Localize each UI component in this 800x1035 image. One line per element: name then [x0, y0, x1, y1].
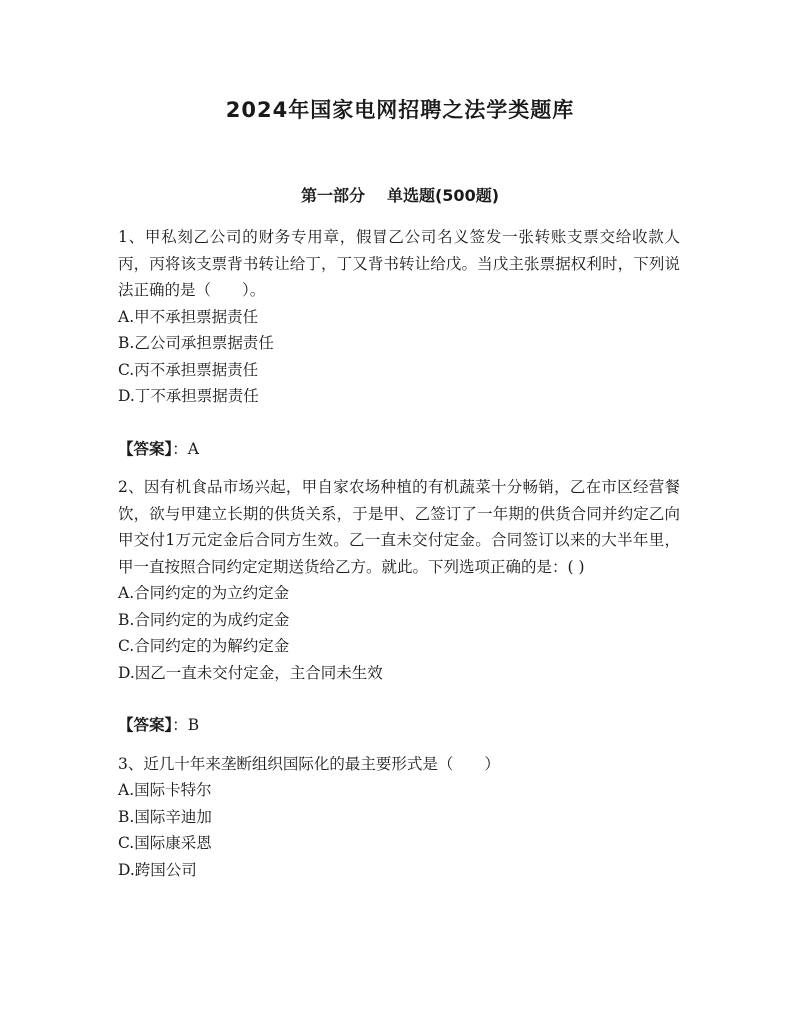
option-c: C.国际康采恩: [118, 834, 212, 852]
document-title: 2024年国家电网招聘之法学类题库: [225, 98, 575, 122]
answer-label: 【答案】: [118, 716, 173, 734]
option-a: A.合同约定的为立约定金: [118, 584, 290, 602]
question-stem: 3、近几十年来垄断组织国际化的最主要形式是（ ）: [118, 754, 500, 773]
answer-value: ：B: [172, 716, 200, 734]
option-d: D.丁不承担票据责任: [118, 387, 259, 405]
option-d: D.跨国公司: [118, 860, 197, 879]
option-a: A.国际卡特尔: [118, 781, 212, 799]
answer-line: [118, 712, 680, 739]
option-c: C.合同约定的为解约定金: [118, 637, 290, 655]
answer-label: 【答案】: [118, 439, 173, 458]
section-heading: [0, 183, 800, 206]
option-d: D.因乙一直未交付定金，主合同未生效: [118, 663, 383, 682]
question-stem: 2、因有机食品市场兴起，甲自家农场种植的有机蔬菜十分畅销，乙在市区经营餐饮，欲与甲建立长期的供货关系，于是甲、乙签订了一年期的供货合同并约定乙向甲交付1万元定金后合同方生效。乙一直未交付定金。合同签订以来的大半年里，甲一直按照合同约定定期送货给乙方。就此。下列选项正确的是：( ): [118, 478, 680, 576]
option-c: C.丙不承担票据责任: [118, 360, 259, 379]
option-b: B.合同约定的为成约定金: [118, 610, 290, 629]
question-list: [118, 224, 680, 883]
answer-line: [118, 436, 680, 463]
option-a: A.甲不承担票据责任: [118, 307, 259, 326]
question-3: [118, 751, 680, 884]
section-name: 单选题(500题): [386, 186, 500, 205]
question-stem: 1、甲私刻乙公司的财务专用章，假冒乙公司名义签发一张转账支票交给收款人丙，丙将该支票背书转让给丁，丁又背书转让给戊。当戊主张票据权利时，下列说法正确的是（ ）。: [118, 228, 680, 299]
section-part: 第一部分: [300, 186, 365, 205]
option-b: B.乙公司承担票据责任: [118, 334, 274, 352]
option-b: B.国际辛迪加: [118, 807, 212, 826]
question-2: [118, 474, 680, 739]
question-1: [118, 224, 680, 462]
answer-value: ：A: [172, 439, 199, 458]
